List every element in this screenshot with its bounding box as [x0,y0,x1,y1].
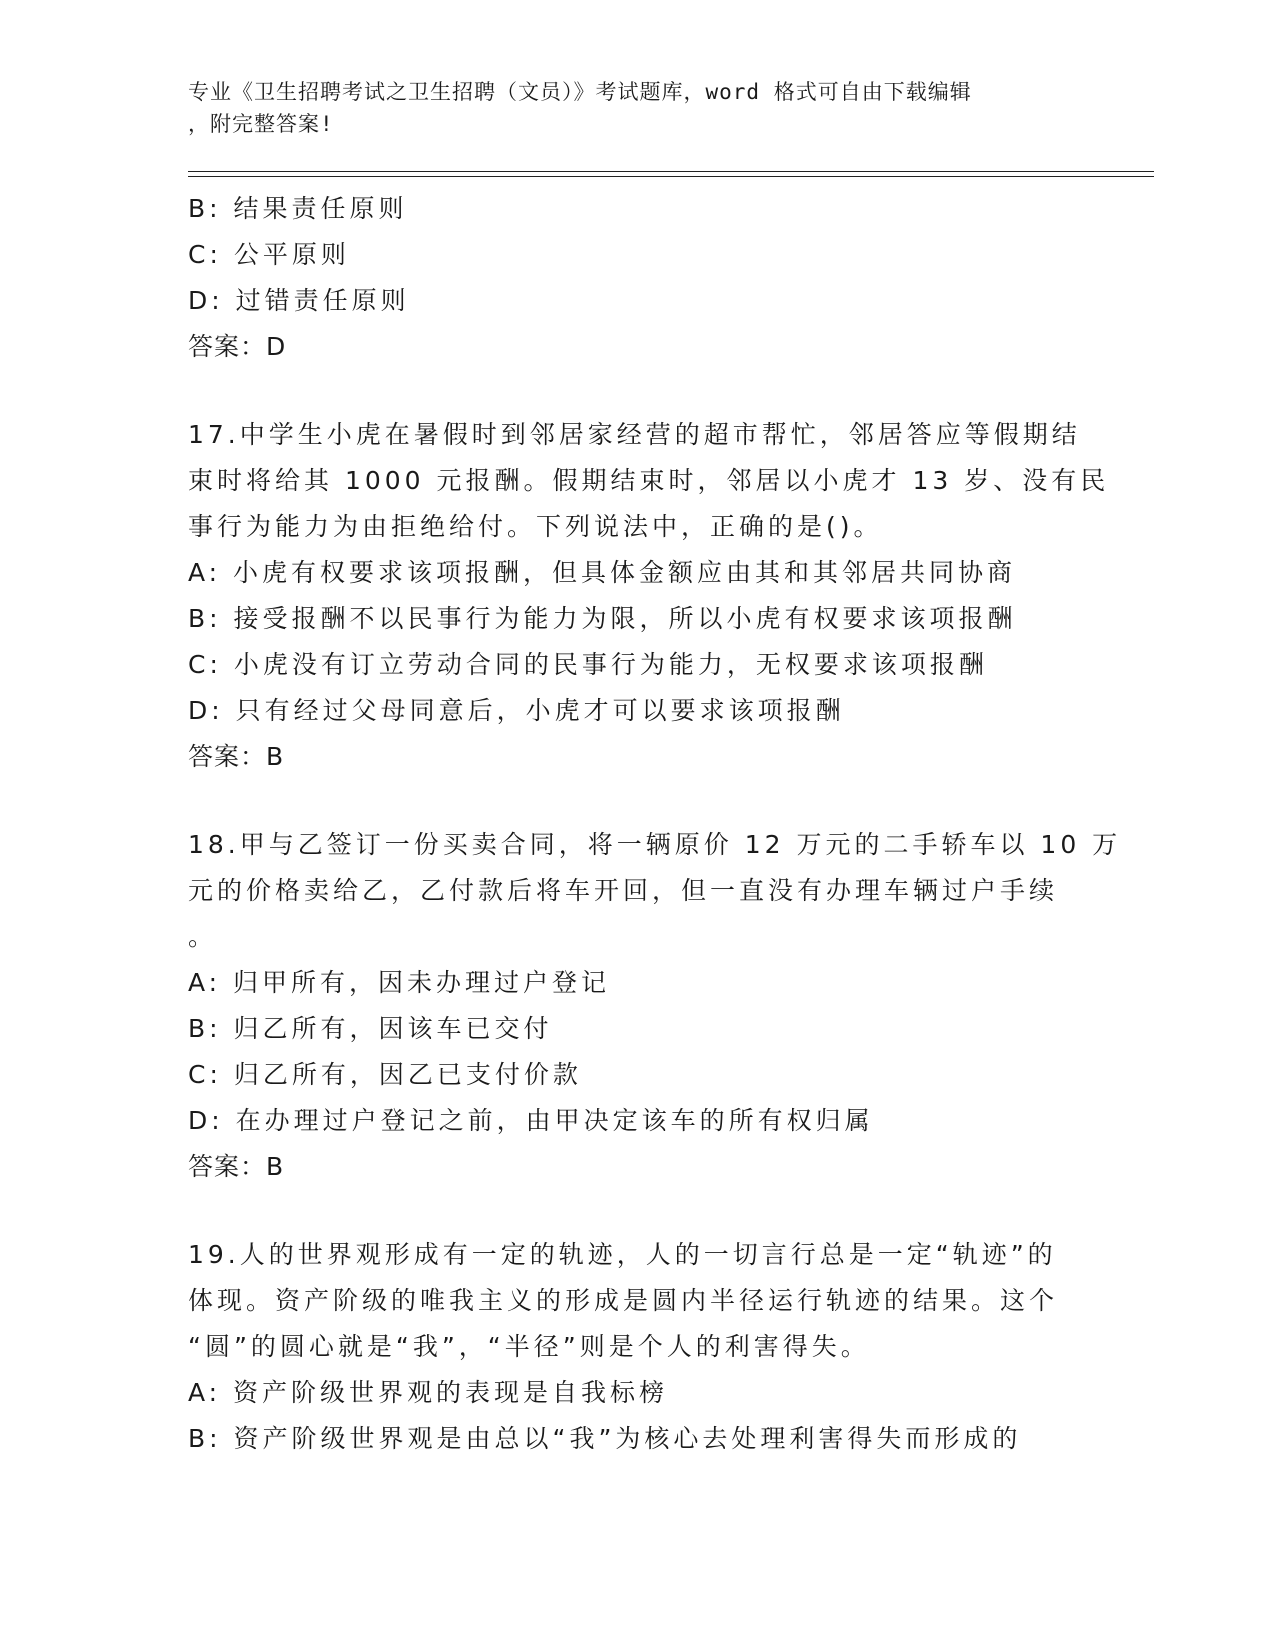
question-19 [188,1232,1068,1462]
answer-line: 答案：D [188,332,287,361]
option-a: A: 小虎有权要求该项报酬，但具体金额应由其和其邻居共同协商 [188,558,1017,587]
option-b: B: 接受报酬不以民事行为能力为限，所以小虎有权要求该项报酬 [188,604,1017,633]
header-rule-top [188,171,1154,172]
question-stem-line: 束时将给其 1000 元报酬。假期结束时，邻居以小虎才 13 岁、没有民 [188,466,1110,495]
question-stem-line: 17.中学生小虎在暑假时到邻居家经营的超市帮忙，邻居答应等假期结 [188,420,1081,449]
option-b: B: 资产阶级世界观是由总以“我”为核心去处理利害得失而形成的 [188,1424,1022,1453]
header-line-1: 专业《卫生招聘考试之卫生招聘（文员）》考试题库，word 格式可自由下载编辑 [188,80,972,104]
option-d: D: 只有经过父母同意后，小虎才可以要求该项报酬 [188,696,845,725]
document-header [188,76,1068,140]
question-content [188,186,1122,1462]
header-rule-bottom [188,176,1154,177]
option-a: A: 资产阶级世界观的表现是自我标榜 [188,1378,669,1407]
question-18 [188,822,1122,1190]
option-c: C: 小虎没有订立劳动合同的民事行为能力，无权要求该项报酬 [188,650,988,679]
option-b: B: 归乙所有，因该车已交付 [188,1014,553,1043]
header-line-2: ，附完整答案! [188,112,334,136]
question-stem-line: 19.人的世界观形成有一定的轨迹，人的一切言行总是一定“轨迹”的 [188,1240,1057,1269]
question-17 [188,412,1110,780]
option-d: D: 在办理过户登记之前，由甲决定该车的所有权归属 [188,1106,874,1135]
option-c: C: 归乙所有，因乙已支付价款 [188,1060,582,1089]
option-d: D: 过错责任原则 [188,286,410,315]
question-stem-line: 。 [188,922,218,951]
question-stem-line: 元的价格卖给乙，乙付款后将车开回，但一直没有办理车辆过户手续 [188,876,1059,905]
question-stem-line: 体现。资产阶级的唯我主义的形成是圆内半径运行轨迹的结果。这个 [188,1286,1059,1315]
question-stem-line: 事行为能力为由拒绝给付。下列说法中，正确的是()。 [188,512,883,541]
answer-line: 答案：B [188,742,285,771]
option-c: C: 公平原则 [188,240,350,269]
prev-question-block [188,186,1068,370]
option-a: A: 归甲所有，因未办理过户登记 [188,968,611,997]
question-stem-line: 18.甲与乙签订一份买卖合同，将一辆原价 12 万元的二手轿车以 10 万 [188,830,1122,859]
option-b: B: 结果责任原则 [188,194,408,223]
question-stem-line: “圆”的圆心就是“我”，“半径”则是个人的利害得失。 [188,1332,870,1361]
answer-line: 答案：B [188,1152,285,1181]
